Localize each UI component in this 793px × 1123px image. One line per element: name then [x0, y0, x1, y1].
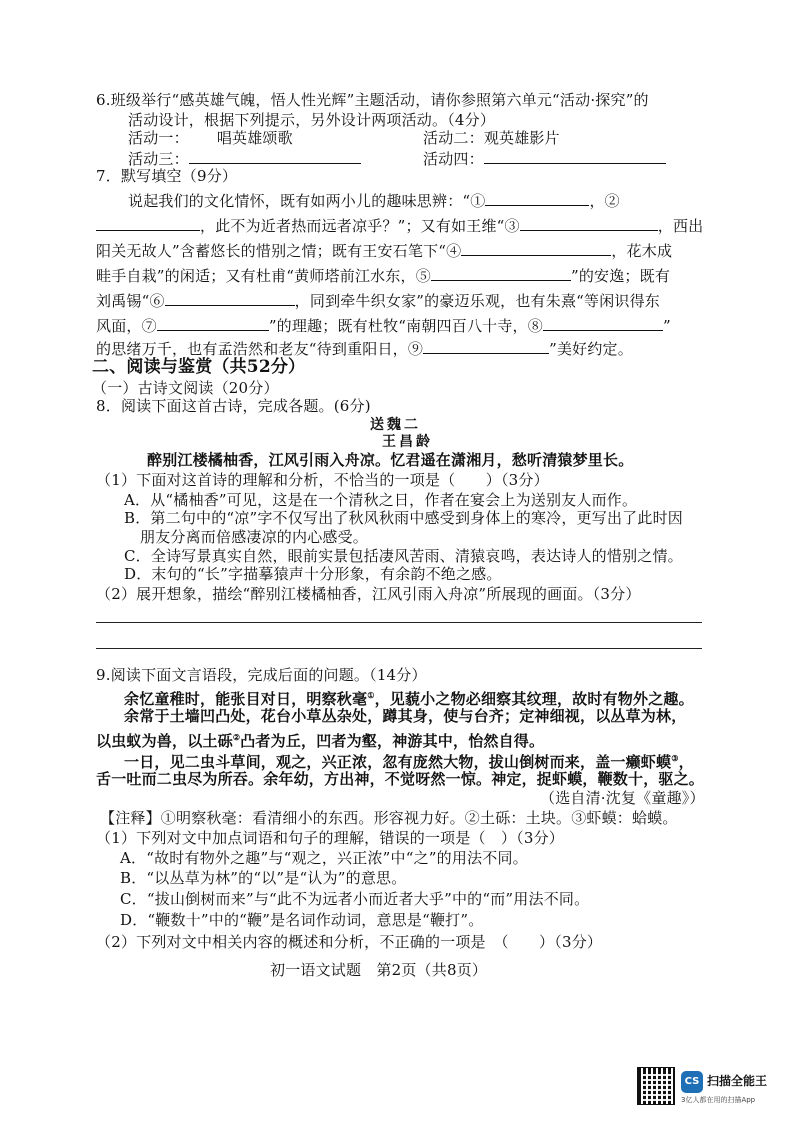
q8-title: 8．阅读下面这首古诗，完成各题。(6分)	[96, 397, 371, 415]
passage-text: 余忆童稚时，能张目对日，明察秋毫	[124, 690, 368, 708]
blank-7[interactable]	[157, 315, 269, 331]
q7-text: ”	[662, 317, 671, 335]
blank-3[interactable]	[520, 215, 658, 231]
q6-activity1	[128, 128, 293, 148]
blank-4[interactable]	[461, 240, 611, 256]
q8-sub1: （1）下面对这首诗的理解和分析，不恰当的一项是（ ）（3分）	[96, 471, 549, 489]
q7-text: ，此不为近者热而远者凉乎？”；又有如王维“③	[200, 217, 520, 235]
note-marker: ③	[671, 753, 679, 763]
q7-line1	[128, 190, 620, 211]
q9-note: 【注释】①明察秋毫：看清细小的东西。形容视力好。②土砾：土块。③虾蟆：蛤蟆。	[100, 809, 678, 827]
q8-option-b-line2: 朋友分离而倍感凄凉的内心感受。	[140, 528, 369, 546]
q7-line4	[96, 265, 670, 286]
note-marker: ①	[367, 690, 375, 700]
poem-text: 醉别江楼橘柚香，江风引雨入舟凉。忆君遥在潇湘月，愁听清猿梦里长。	[147, 451, 634, 469]
q7-text: 说起我们的文化情怀，既有如两小儿的趣味思辨：“①	[128, 192, 486, 210]
note-marker: ②	[232, 732, 241, 742]
q9-title: 9.阅读下面文言语段，完成后面的问题。（14分）	[96, 666, 427, 684]
blank-1[interactable]	[485, 190, 589, 206]
q7-line5	[96, 290, 660, 311]
poem-author: 王昌龄	[382, 434, 433, 450]
q7-line2	[96, 215, 703, 236]
q9-passage-line2: 余常于土墙凹凸处，花台小草丛杂处，蹲其身，使与台齐；定神细视，以丛草为林，	[124, 707, 687, 725]
blank-9[interactable]	[423, 338, 549, 354]
q7-line6	[96, 315, 671, 336]
answer-line-1[interactable]	[96, 622, 702, 623]
q9-sub1: （1）下列对文中加点词语和句子的理解，错误的一项是（ ）（3分）	[96, 829, 564, 847]
q8-option-c: C．全诗写景真实自然，眼前实景包括凄风苦雨、清猿哀鸣，表达诗人的惜别之情。	[124, 547, 683, 565]
q6-activity4	[423, 148, 666, 169]
q8-option-a: A．从“橘柚香”可见，这是在一个清秋之日，作者在宴会上为送别友人而作。	[124, 491, 638, 509]
passage-text: 以虫蚁为兽，以土砾	[96, 732, 233, 750]
q6-act1-label: 活动一：	[128, 129, 189, 147]
q7-text: ，②	[589, 192, 620, 210]
q7-text: ”的安逸；既有	[570, 267, 671, 285]
camscanner-name: 扫描全能王	[707, 1074, 768, 1088]
q9-option-d: D．“鞭数十”中的“鞭”是名词作动词，意思是“鞭打”。	[120, 911, 484, 929]
q6-act4-blank[interactable]	[484, 148, 666, 164]
q8-option-d: D．末句的“长”字描摹猿声十分形象，有余韵不绝之感。	[124, 565, 502, 583]
camscanner-logo: CS	[681, 1071, 703, 1093]
q9-source: （选自清·沈复《童趣》）	[540, 789, 705, 807]
q6-act3-label: 活动三：	[128, 150, 189, 168]
q6-activity2	[423, 128, 560, 148]
q7-text: ”美好约定。	[549, 340, 633, 358]
q6-act2-value: 观英雄影片	[483, 129, 560, 147]
q7-text: 阳关无故人”含蓄悠长的惜别之情；既有王安石笔下“④	[96, 242, 462, 260]
q9-option-c: C．“拔山倒树而来”与“此不为远者小而近者大乎”中的“而”用法不同。	[120, 890, 590, 908]
section2-sub1: （一）古诗文阅读（20分）	[92, 379, 279, 397]
q6-line1: 6.班级举行“感英雄气魄，悟人性光辉”主题活动，请你参照第六单元“活动·探究”的	[96, 91, 649, 109]
blank-5[interactable]	[431, 265, 571, 281]
q9-sub2: （2）下列对文中相关内容的概述和分析，不正确的一项是 （ ）（3分）	[96, 933, 603, 951]
passage-text: 一日，见二虫斗草间，观之，兴正浓，忽有庞然大物，拔山倒树而来，盖一癞虾蟆	[124, 753, 672, 771]
q7-text: ，花木成	[611, 242, 673, 260]
q7-text: 风面，⑦	[96, 317, 157, 335]
q6-act4-label: 活动四：	[423, 150, 484, 168]
q7-text: 的思绪万千，也有孟浩然和老友“待到重阳日，⑨	[96, 340, 424, 358]
camscanner-tagline: 3亿人都在用的扫描App	[681, 1096, 756, 1104]
q8-sub2: （2）展开想象，描绘“醉别江楼橘柚香，江风引雨入舟凉”所展现的画面。（3分）	[96, 585, 641, 603]
passage-text: ，	[678, 753, 694, 771]
blank-6[interactable]	[165, 290, 295, 306]
answer-line-2[interactable]	[96, 648, 702, 649]
section2-title: 二、阅读与鉴赏（共52分）	[92, 357, 306, 377]
blank-2[interactable]	[96, 215, 200, 231]
passage-text: ，见藐小之物必细察其纹理，故时有物外之趣。	[374, 690, 694, 708]
q9-option-a: A．“故时有物外之趣”与“观之，兴正浓”中“之”的用法不同。	[120, 849, 528, 867]
page-footer: 初一语文试题 第2页（共8页）	[270, 961, 488, 979]
poem-title: 送魏二	[370, 417, 421, 433]
q6-act2-label: 活动二：	[423, 129, 484, 147]
blank-8[interactable]	[543, 315, 663, 331]
q6-line2: 活动设计，根据下列提示，另外设计两项活动。（4分）	[128, 111, 496, 129]
q7-line3	[96, 240, 672, 261]
q9-passage-line5: 舌一吐而二虫尽为所吞。余年幼，方出神，不觉呀然一惊。神定，捉虾蟆，鞭数十，驱之。	[96, 770, 705, 788]
q7-line7	[96, 338, 633, 359]
qr-code-icon	[638, 1068, 674, 1104]
q6-act1-value: 唱英雄颂歌	[216, 129, 293, 147]
q7-text: 刘禹锡“⑥	[96, 292, 165, 310]
q7-text: ，同到牵牛织女家”的豪迈乐观，也有朱熹“等闲识得东	[294, 292, 661, 310]
q7-text: ，西出	[657, 217, 704, 235]
q7-text: ”的理趣；既有杜牧“南朝四百八十寺，⑧	[268, 317, 543, 335]
q9-option-b: B．“以丛草为林”的“以”是“认为”的意思。	[120, 869, 407, 887]
q7-title: 7．默写填空（9分）	[96, 167, 238, 185]
q8-option-b-line1: B．第二句中的“凉”字不仅写出了秋风秋雨中感受到身体上的寒冷，更写出了此时因	[124, 509, 683, 527]
q7-text: 畦手自栽”的闲适；又有杜甫“黄师塔前江水东，⑤	[96, 267, 431, 285]
passage-text: 凸者为丘，凹者为壑，神游其中，怡然自得。	[240, 732, 545, 750]
q6-act3-blank[interactable]	[189, 148, 361, 164]
